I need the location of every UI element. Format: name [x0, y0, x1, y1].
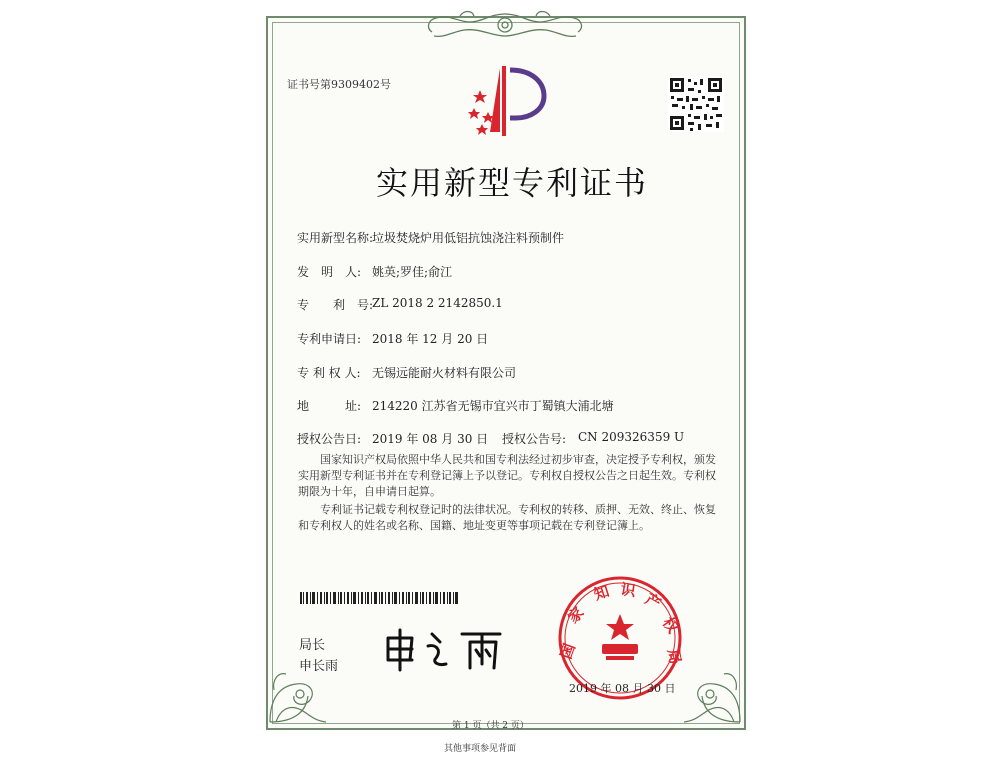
svg-text:产: 产 — [642, 589, 665, 613]
utility-model-name-label: 实用新型名称: — [297, 231, 374, 245]
seal-date: 2019 年 08 月 30 日 — [569, 682, 676, 695]
grant-date-label: 授权公告日: — [297, 432, 362, 446]
svg-text:识: 识 — [619, 580, 637, 601]
director-title: 局长 — [299, 638, 326, 653]
inventor-value: 姚英;罗佳;俞江 — [372, 265, 453, 279]
barcode — [300, 592, 458, 604]
svg-text:局: 局 — [664, 647, 684, 666]
svg-text:知: 知 — [591, 582, 612, 604]
body-paragraph-2: 专利证书记载专利权登记时的法律状况。专利权的转移、质押、无效、终止、恢复和专利权人的姓名或名称、国籍、地址变更等事项记载在专利登记簿上。 — [298, 503, 716, 532]
address-label: 地 址: — [297, 399, 362, 413]
patent-number-value: ZL 2018 2 2142850.1 — [372, 296, 503, 310]
grant-number-label: 授权公告号: — [502, 432, 567, 446]
address-value: 214220 江苏省无锡市宜兴市丁蜀镇大浦北塘 — [372, 399, 614, 413]
patentee-value: 无锡远能耐火材料有限公司 — [372, 366, 517, 380]
top-ornament — [420, 8, 590, 42]
svg-text:家: 家 — [564, 603, 588, 627]
filing-date-label: 专利申请日: — [297, 332, 362, 346]
page-indicator: 第 1 页（共 2 页） — [452, 721, 529, 731]
utility-model-name-value: 垃圾焚烧炉用低铝抗蚀浇注料预制件 — [372, 231, 565, 245]
cnipa-logo-icon — [460, 62, 550, 142]
svg-text:权: 权 — [658, 613, 683, 637]
patentee-label: 专 利 权 人: — [297, 366, 361, 380]
grant-number-value: CN 209326359 U — [578, 430, 685, 444]
certificate-title: 实用新型专利证书 — [376, 164, 649, 202]
patent-number-label: 专 利 号: — [297, 298, 374, 312]
handwritten-signature — [378, 624, 518, 674]
svg-text:国: 国 — [556, 641, 579, 662]
see-reverse-note: 其他事项参见背面 — [444, 744, 517, 754]
body-paragraph-1: 国家知识产权局依照中华人民共和国专利法经过初步审查，决定授予专利权，颁发实用新型专利证书并在专利登记簿上予以登记。专利权自授权公告之日起生效。专利权期限为十年，自申请日起算。 — [298, 453, 716, 498]
grant-date-value: 2019 年 08 月 30 日 — [372, 432, 489, 446]
filing-date-value: 2018 年 12 月 20 日 — [372, 332, 489, 346]
seal-emblem-icon — [602, 614, 638, 660]
director-name: 申长雨 — [299, 659, 339, 674]
certificate-number: 证书号第9309402号 — [287, 78, 391, 91]
qr-code — [668, 76, 724, 132]
inventor-label: 发 明 人: — [297, 265, 362, 279]
